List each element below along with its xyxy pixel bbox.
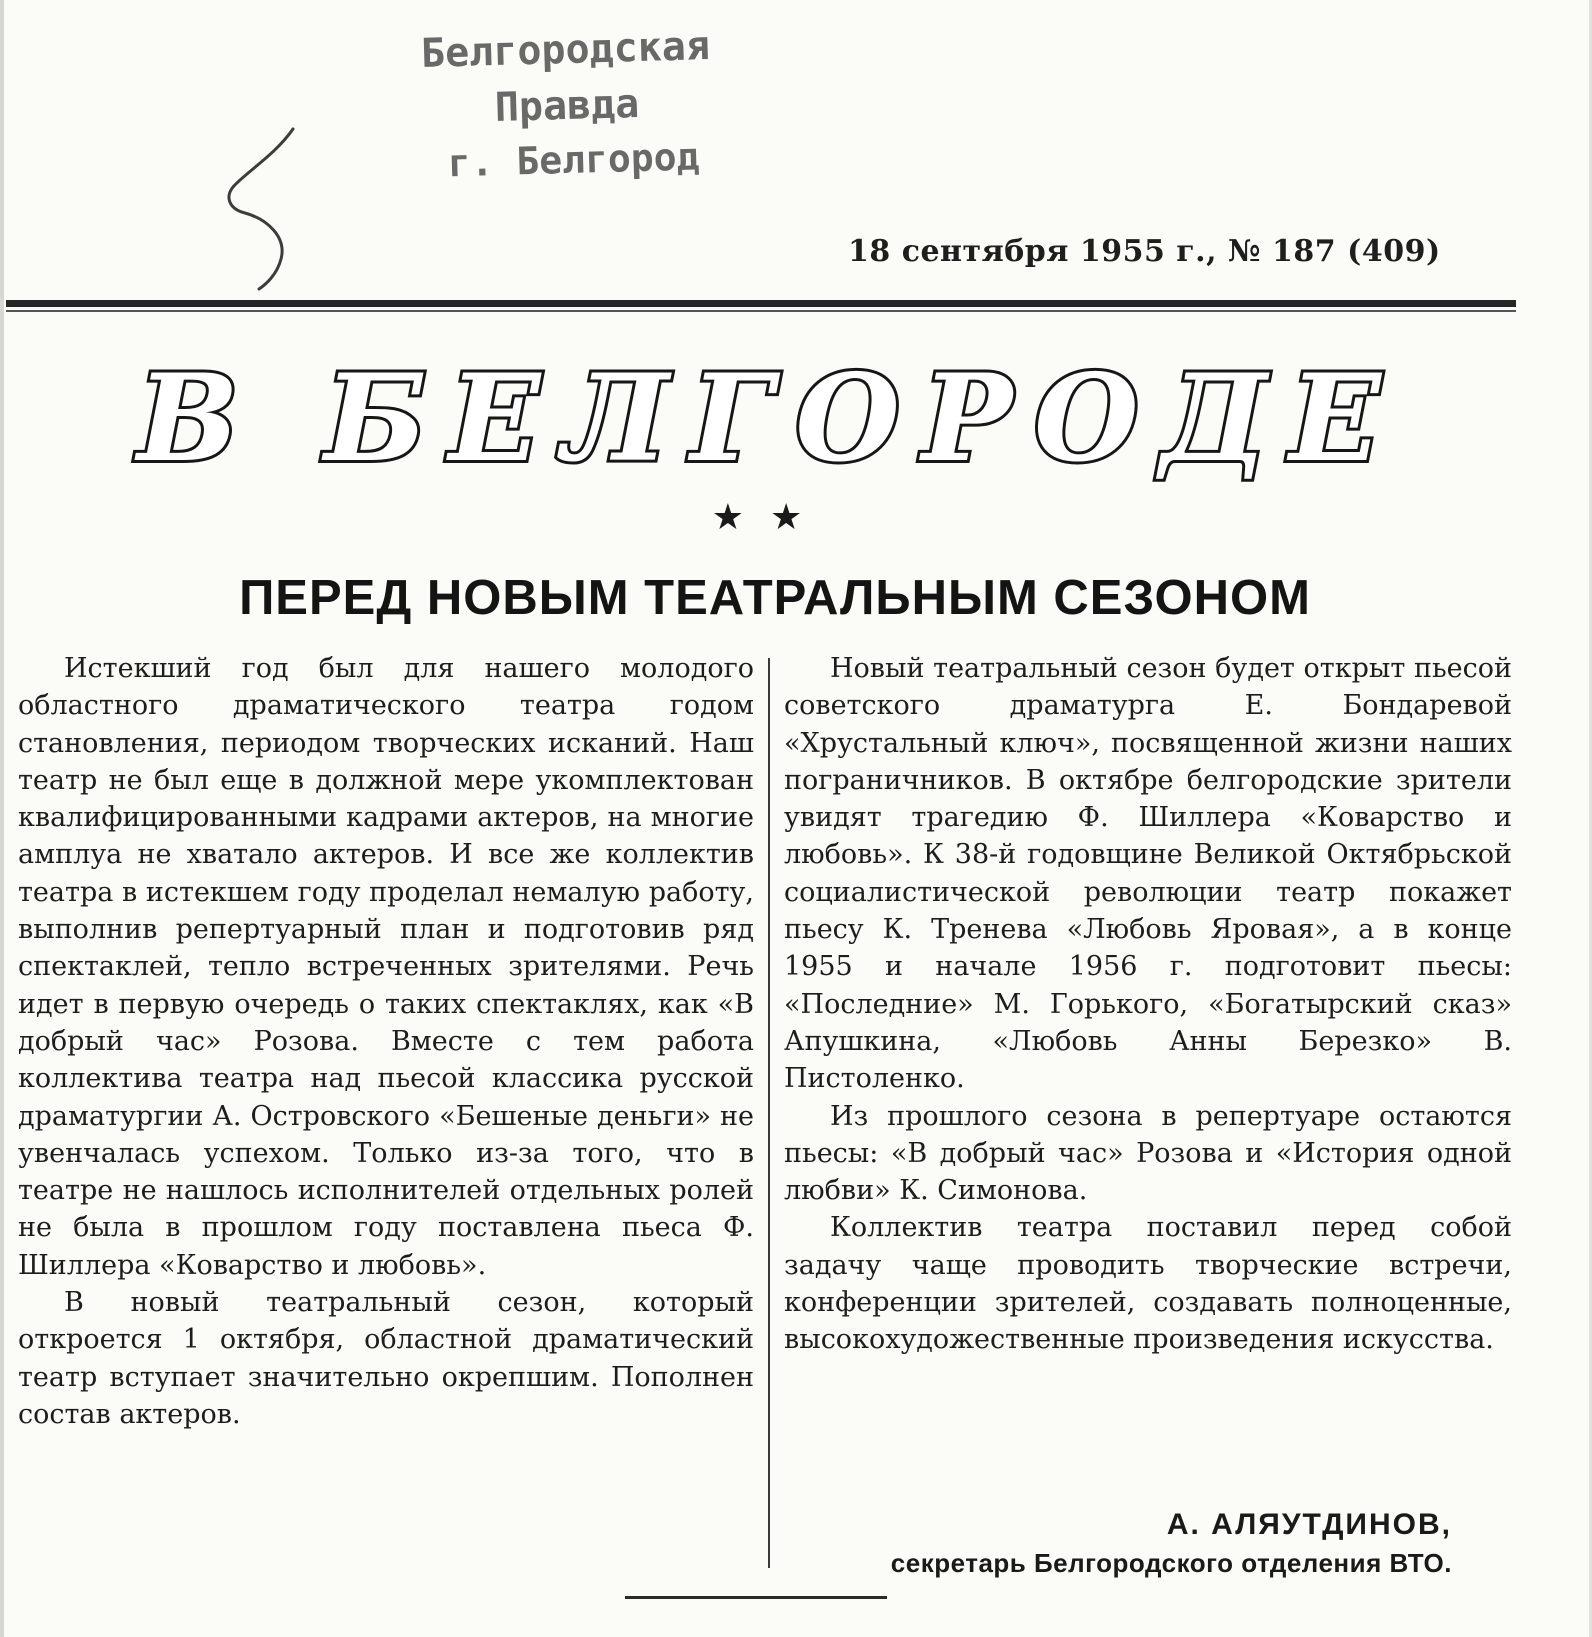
author-title: секретарь Белгородского отделения ВТО. (890, 1548, 1452, 1578)
handwritten-pencil-mark (215, 125, 325, 295)
masthead-rule-thin (6, 310, 1516, 312)
library-stamp (350, 16, 784, 192)
paragraph: Новый театральный сезон будет открыт пьесой советского драматурга Е. Бондаревой «Хрустальный ключ», посвященной жизни наших пограничников. В октябре белгородские зрители увидят трагедию Ф. Шиллера «Коварство и любовь». К 38-й годовщине Великой Октябрьской социалистической революции театр покажет пьесу К. Тренева «Любовь Яровая», а в конце 1955 и начале 1956 г. подготовит пьесы: «Последние» М. Горького, «Богатырский сказ» Апушкина, «Любовь Анны Березко» В. Пистоленко. (784, 653, 1512, 1095)
article-column-right (784, 650, 1512, 1359)
masthead-rule-thick (6, 300, 1516, 307)
column-divider (768, 658, 770, 1568)
rubric-lettering (137, 348, 1403, 489)
paragraph: Коллектив театра поставил перед собой задачу чаще проводить творческие встречи, конференции зрителей, создавать полноценные, высокохудожественные произведения искусства. (784, 1212, 1512, 1356)
stamp-newspaper-name: Белгородская Правда (420, 22, 711, 132)
article-headline: ПЕРЕД НОВЫМ ТЕАТРАЛЬНЫМ СЕЗОНОМ (239, 571, 1311, 625)
stamp-city: г. Белгород (447, 134, 700, 186)
separator-stars: ★★ (711, 497, 829, 538)
scan-edge-left (0, 0, 4, 1637)
author-name: А. АЛЯУТДИНОВ, (1166, 1508, 1452, 1541)
issue-date-line: 18 сентября 1955 г., № 187 (409) (848, 234, 1441, 269)
paragraph: Из прошлого сезона в репертуаре остаются пьесы: «В добрый час» Розова и «История одной любви» К. Симонова. (784, 1100, 1512, 1207)
paragraph: Истекший год был для нашего молодого областного драматического театра годом становления, периодом творческих исканий. Наш театр не был еще в должной мере укомплектован квалифицированными кадрами актеров, на многие амплуа не хватало актеров. И все же коллектив театра в истекшем году проделал немалую работу, выполнив репертуарный план и подготовив ряд спектаклей, тепло встреченных зрителями. Речь идет в первую очередь о таких спектаклях, как «В добрый час» Розова. Вместе с тем работа коллектива театра над пьесой классика русской драматургии А. Островского «Бешеные деньги» не увенчалась успехом. Только из-за того, что в театре не нашлось исполнителей отдельных ролей не была в прошлом году поставлена пьеса Ф. Шиллера «Коварство и любовь». (18, 653, 754, 1281)
pencil-stroke-icon (215, 125, 325, 295)
author-signature (784, 1505, 1474, 1581)
paragraph: В новый театральный сезон, который откроется 1 октября, областной драматический театр вступает значительно окрепшим. Пополнен состав актеров. (18, 1287, 754, 1430)
article-end-rule (625, 1596, 887, 1599)
article-column-left (18, 650, 754, 1433)
rubric-heading (137, 348, 1403, 489)
rubric-title: В БЕЛГОРОДЕ (137, 348, 1403, 489)
